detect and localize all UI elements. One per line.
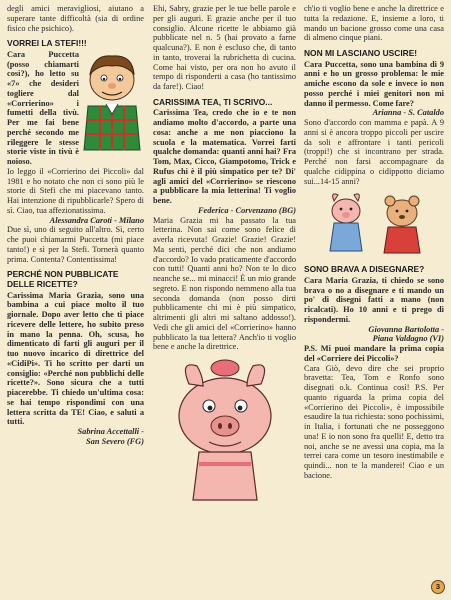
drawings-tea-tom-ronfo-illustration <box>304 189 444 259</box>
letter-stefi-reply: Due sì, uno di seguito all'altro. Sì, certo che puoi chiamarmi Puccetta (mi piace tanto!) e sì per la Stefi. Tornerà quanto prima. Contenta? Contentissima! <box>7 225 144 264</box>
heading-disegnare: SONO BRAVA A DISEGNARE? <box>304 264 425 275</box>
letter-stefi-signature: Alessandra Caroti - Milano <box>49 215 144 225</box>
letter-uscire-signature: Arianna - S. Cataldo <box>372 108 444 118</box>
reply-ricette-text: Ehi, Sabry, grazie per le tue belle parole e per gli auguri. E grazie anche per il tuo consiglio. Alcune ricette le abbiamo già pubblicate nel n. 5 (hai provato a farne qualcuna?). E non è escluso che, di tanto in tanto, troverai la rubrichetta di cucina. Come hai visto, per ora non ho avuto il tempo di risponderti a casa (ho tantissimo da fare!). Ciao! <box>153 4 296 91</box>
intro-text: degli amici meravigliosi, aiutano a superare tante difficoltà (sia di ordine fisico che psichico). <box>7 4 144 33</box>
heading-uscire: NON MI LASCIANO USCIRE! <box>304 48 418 58</box>
column-middle <box>153 4 296 504</box>
letter-ricette-question: Carissima Maria Grazia, sono una bambina a cui piace molto il tuo giornale. Dopo aver letto che ti piace ricevere delle lettere, ho subito preso in mano la penna. Oh, scusa, ho dimenticato di farti gli auguri per il tuo nuovo incarico di direttrice del «CidiPi». Ti ho scritto per darti un consiglio: «Perché non pubblichi delle ricette?». Sono sicura che a tutti piacerebbe. Ti chiedo un'ultima cosa: se hai tempo rispondimi con una lettera scritta da TE! Ciao, e saluti a tutti. <box>7 290 144 427</box>
heading-tea: CARISSIMA TEA, TI SCRIVO... <box>153 96 273 107</box>
boy-cartoon-illustration <box>80 50 144 156</box>
letter-disegnare-question: Cara Maria Grazia, ti chiedo se sono brava o no a disegnare e ti mando un po' di disegni fatti a mano (non ricalcati). Ho 10 anni e ti prego di rispondermi. <box>304 275 444 324</box>
letter-ricette-signature-name: Sabrina Accettalli - <box>77 427 144 437</box>
letter-uscire-question: Cara Puccetta, sono una bambina di 9 anni e ho un grosso problema: le mie amiche escono da sole e invece io non posso perché i miei genitori non mi danno il permesso. Come fare? <box>304 59 444 108</box>
heading-ricette: PERCHÉ NON PUBBLICATE DELLE RICETTE? <box>7 269 119 289</box>
letter-disegnare-signature-city: Piana Valdagno (VI) <box>372 334 444 344</box>
column-right <box>304 4 444 481</box>
page-number: 3 <box>431 580 445 594</box>
letter-stefi-body: Io leggo il «Corrierino dei Piccoli» dal 1981 e ho notato che non ci sono più le storie di Stefi che mi piacevano tanto. Hai intenzione di ripubblicarle? Spero di sì. Ciao, tua affezionatissima. <box>7 166 144 215</box>
letter-disegnare-signature-name: Giovanna Bartolotta - <box>368 324 444 334</box>
pig-doll-drawing <box>330 194 362 251</box>
heading-stefi: VORREI LA STEFI!!! <box>7 38 87 49</box>
letter-disegnare-reply: Cara Giò, devo dire che sei proprio bravetta: Tea, Tom e Ronfo sono disegnati o.k. Continua così! P.S. Per quanto riguarda la prima copia del «Corrierino dei Piccoli», è impossibile esaudire la tua richiesta: sono pochissimi, in Italia, i fortunati che ne posseggono una! E io non sono fra quelli! E, detto tra noi, anche se ne avessi una copia, ma la terrei cara come un tesoro inestimabile e quindi... non te la manderei! Ciao e un bacione. <box>304 363 444 480</box>
letter-tea-reply: Maria Grazia mi ha passato la tua letterina. Non sai come sono felice di averla ricevuta! Grazie! Grazie! Grazie! Ma senti, perché dici che non andiamo d'accordo? Io vado praticamente d'accordo con tutti! Quanti anni ho? Non te lo dico neanche se... mi minacci! È un mio grande segreto. E non rispondo nemmeno alla tua seconda domanda (non posso dirti pubblicamente chi mi è più simpatico, altrimenti gli altri mi saltano addosso!). Vedi che gli amici del «Corrierino» hanno pubblicato la tua lettera? Anch'io ti voglio bene e anche la direttrice. <box>153 215 296 352</box>
letter-disegnare-ps: P.S. Mi puoi mandare la prima copia del «Corriere dei Piccoli»? <box>304 344 444 363</box>
reply-tea-continued: ch'io ti voglio bene e anche la direttrice e tutta la redazione. E, insieme a loro, ti mando un bacione grosso come una casa di almeno cinque piani. <box>304 4 444 43</box>
letter-ricette-signature-city: San Severo (FG) <box>86 436 144 446</box>
letter-uscire-reply: Sono d'accordo con mamma e papà. A 9 anni si è ancora troppo piccoli per uscire da soli e affrontare i tanti pericoli (troppi!) che si incontrano per strada. Perché non farsi accompagnare da qualche cidippina o cidippotto diciamo sui...14-15 anni? <box>304 118 444 186</box>
letter-tea-signature: Federica - Corvenzano (BG) <box>197 205 296 215</box>
pig-cartoon-illustration <box>153 354 296 504</box>
column-left <box>7 4 144 447</box>
bear-drawing <box>384 196 420 253</box>
letter-stefi-question: Cara Puccetta (posso chiamarti così?), ho letto su «7» che desideri togliere dal «Corrierino» i fumetti della tivù. Per me fai bene perché secondo me rileggere le stesse storie viste in tivù è noioso. <box>7 49 79 167</box>
letter-tea-question: Carissima Tea, credo che io e te non andiamo molto d'accordo, a parte una cosa: anche a me non piacciono la scuola e la matematica. Vorrei farti qualche domanda: quanti anni hai? Fra Tom, Max, Cicco, Giampotomo, Trick e Rufus chi è il più simpatico per te? Di' agli amici del «Corrierino» se riescono a pubblicare la mia letterina! Ti voglio bene. <box>153 108 296 206</box>
